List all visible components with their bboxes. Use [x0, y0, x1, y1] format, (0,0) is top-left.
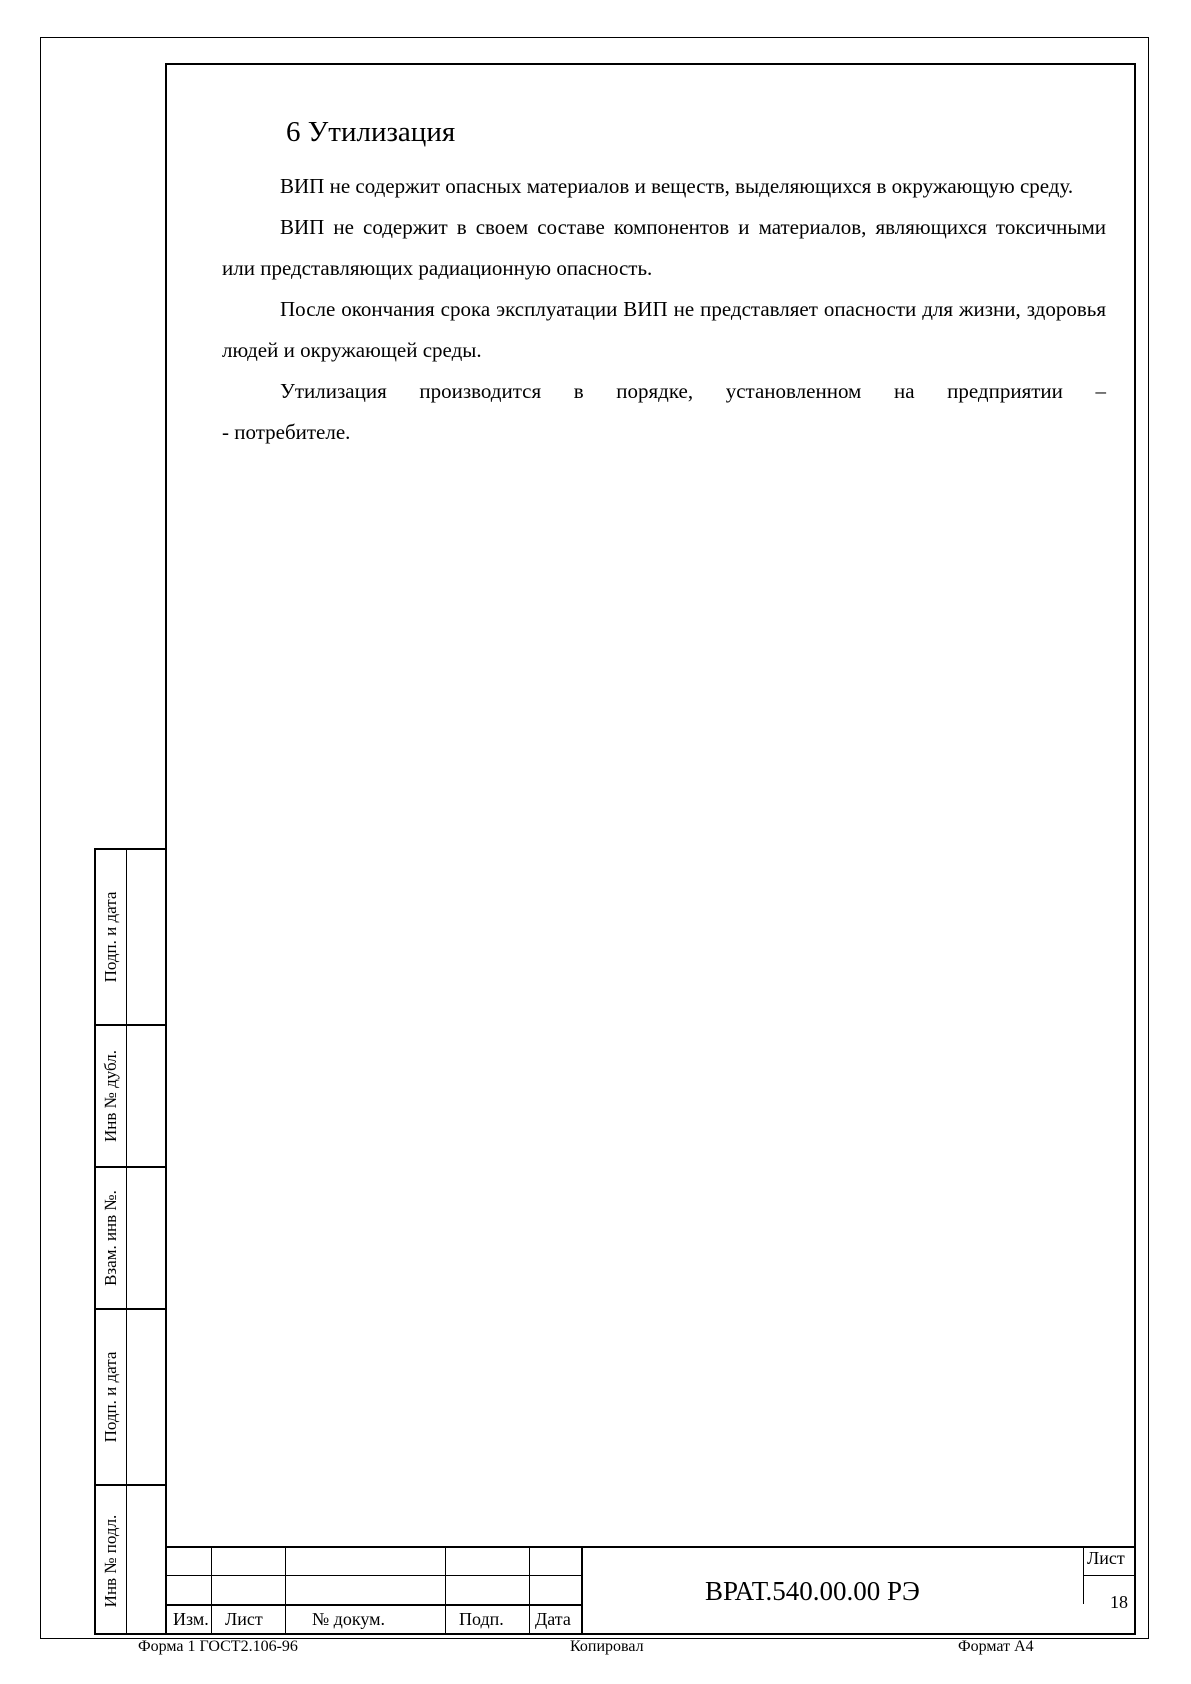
column-list: Лист: [225, 1609, 263, 1629]
side-label-signature-date-2: Подп. и дата: [101, 1351, 120, 1443]
side-label-dup-inventory: Инв № дубл.: [101, 1049, 120, 1143]
side-cell-original-inventory: [96, 1486, 166, 1635]
title-block-col-line-5: [581, 1546, 583, 1635]
section-body: [222, 166, 1106, 453]
paragraph-1: ВИП не содержит опасных материалов и веществ, выделяющихся в окружающую среду.: [280, 174, 1074, 198]
sheet-cell-left-line: [1083, 1546, 1084, 1604]
title-block-row-line-1: [165, 1575, 581, 1576]
paragraph-3: После окончания срока эксплуатации ВИП не представляет опасности для жизни, здоровья людей и окружающей среды.: [222, 297, 1106, 362]
footer-form: Форма 1 ГОСТ2.106-96: [138, 1638, 298, 1655]
sheet-number: 18: [1110, 1592, 1128, 1612]
paragraph-4-continuation: - потребителе.: [222, 420, 351, 444]
side-cell-signature-date-2: [96, 1310, 166, 1486]
title-block-row-line-2: [165, 1604, 581, 1606]
title-block: [165, 1546, 1136, 1635]
side-strip: [94, 848, 166, 1635]
side-cell-signature-date-1: [96, 850, 166, 1026]
column-signature: Подп.: [459, 1609, 504, 1629]
side-label-original-inventory: Инв № подл.: [101, 1514, 120, 1607]
paragraph-4: Утилизация производится в порядке, установленном на предприятии –: [280, 379, 1106, 403]
column-doc-number: № докум.: [312, 1609, 385, 1629]
side-label-signature-date-1: Подп. и дата: [101, 891, 120, 983]
title-block-col-line-3: [445, 1546, 446, 1635]
sheet-cell-line: [1083, 1575, 1136, 1576]
side-cell-replacement-inventory: [96, 1168, 166, 1310]
side-cell-dup-inventory: [96, 1026, 166, 1168]
document-code: ВРАТ.540.00.00 РЭ: [705, 1576, 920, 1606]
title-block-col-line-2: [285, 1546, 286, 1635]
column-izm: Изм.: [173, 1609, 209, 1629]
paragraph-2: ВИП не содержит в своем составе компонентов и материалов, являющихся токсичными или представляющих радиационную опасность.: [222, 215, 1106, 280]
footer-format: Формат А4: [958, 1638, 1034, 1655]
side-label-replacement-inventory: Взам. инв №.: [101, 1190, 120, 1286]
sheet-label: Лист: [1087, 1548, 1125, 1568]
title-block-top-line: [165, 1546, 1136, 1548]
section-heading: 6 Утилизация: [286, 116, 456, 148]
title-block-col-line-4: [529, 1546, 530, 1635]
title-block-col-line-1: [211, 1546, 212, 1635]
footer-copied: Копировал: [570, 1638, 644, 1655]
column-date: Дата: [535, 1609, 571, 1629]
